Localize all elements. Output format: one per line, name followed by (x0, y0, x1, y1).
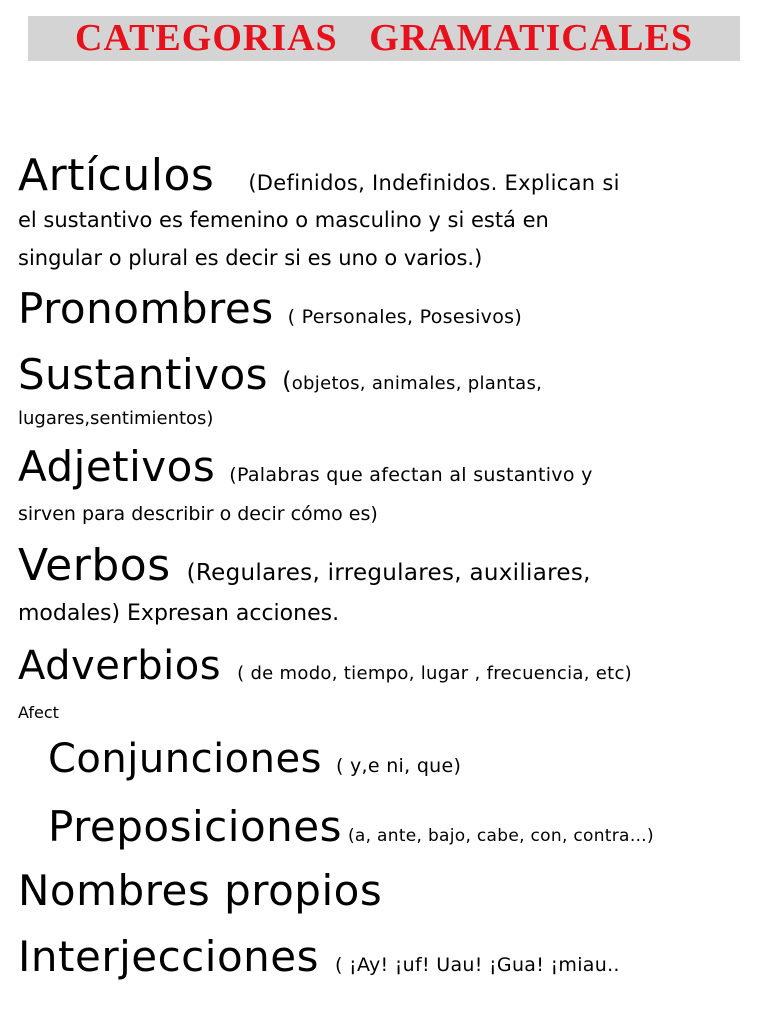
term-description: (a, ante, bajo, cabe, con, contra…) (347, 826, 654, 846)
term-description: ( de modo, tiempo, lugar , frecuencia, etc) (237, 663, 632, 684)
term-label: Sustantivos (18, 350, 269, 399)
term-label: Conjunciones (48, 736, 322, 782)
entry-adjetivos (18, 442, 593, 491)
description-continuation: Afect (18, 703, 59, 722)
term-description: ( ¡Ay! ¡uf! Uau! ¡Gua! ¡miau.. (334, 954, 620, 976)
term-description: ( y,e ni, que) (335, 755, 462, 777)
entry-preposiciones (48, 802, 654, 851)
entry-nombres-propios (18, 866, 382, 915)
entry-conjunciones (48, 736, 461, 782)
term-label: Nombres propios (18, 866, 383, 915)
term-label: Preposiciones (48, 802, 342, 851)
title-banner (28, 16, 740, 61)
entry-sustantivos (18, 350, 542, 399)
entry-interjecciones (18, 932, 620, 981)
entry-adverbios (18, 643, 632, 689)
entry-articulos (18, 150, 620, 201)
term-label: Artículos (18, 150, 215, 201)
term-description: (Regulares, irregulares, auxiliares, (186, 560, 591, 586)
entry-verbos (18, 540, 591, 591)
term-description: (Definidos, Indefinidos. Explican si (248, 171, 620, 195)
term-label: Verbos (18, 540, 171, 591)
term-label: Interjecciones (18, 932, 319, 981)
description-continuation: sirven para describir o decir cómo es) (18, 503, 378, 525)
term-description-paren: ( (282, 367, 292, 395)
description-continuation: modales) Expresan acciones. (18, 601, 340, 626)
term-description: objetos, animales, plantas, (291, 373, 543, 394)
term-label: Pronombres (18, 284, 274, 333)
term-description: ( Personales, Posesivos) (287, 306, 523, 328)
term-label: Adverbios (18, 643, 222, 689)
term-description: (Palabras que afectan al sustantivo y (229, 464, 593, 486)
description-continuation: singular o plural es decir si es uno o varios.) (18, 246, 483, 270)
term-label: Adjetivos (18, 442, 216, 491)
description-continuation: lugares,sentimientos) (18, 408, 214, 429)
description-continuation: el sustantivo es femenino o masculino y si está en (18, 208, 549, 232)
entry-pronombres (18, 284, 522, 333)
page-title: CATEGORIAS GRAMATICALES (75, 17, 693, 59)
